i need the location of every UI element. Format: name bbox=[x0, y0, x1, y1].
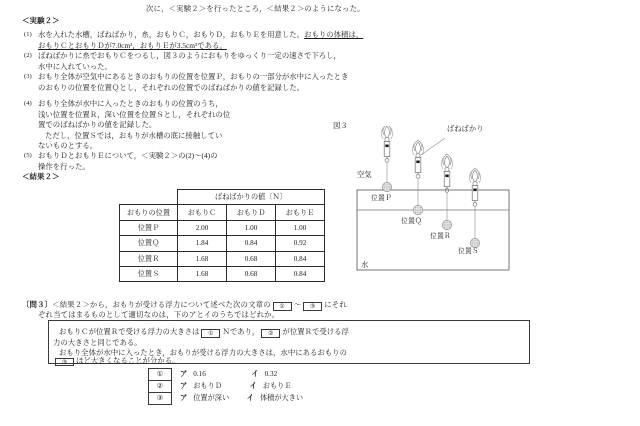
step-2-line-1: ばねばかりに糸でおもりＣをつるし，図３のようにおもりをゆっくり一定の速さで下ろし， bbox=[38, 51, 341, 60]
option-row-2 bbox=[149, 381, 304, 393]
step-4-line-1: おもり全体が水中に入ったときのおもりの位置のうち， bbox=[38, 99, 223, 108]
cell-q-d: 0.84 bbox=[227, 236, 276, 251]
option-value-i-2[interactable]: おもりＥ bbox=[262, 382, 292, 390]
step-number-1: (1) bbox=[24, 31, 32, 38]
question-3-range-sep: ～ bbox=[293, 300, 302, 309]
intro-lead-text: 次に，＜実験２＞を行ったところ，＜結果２＞のようになった。 bbox=[146, 4, 365, 13]
option-mark-a-1: ア bbox=[180, 370, 188, 378]
step-5-line-1: おもりＤとおもりＥについて，＜実験２＞の(2)～(4)の bbox=[38, 151, 218, 160]
option-index-3: ③ bbox=[149, 393, 172, 405]
question-3-heading-line2: ぞれ当てはまるものとして適切なのは，下のアとイのうちではどれか。 bbox=[38, 310, 280, 319]
cell-q-c: 1.84 bbox=[178, 236, 227, 251]
figure-position-s-label: 位置Ｓ bbox=[458, 248, 479, 255]
cell-r-e: 0.84 bbox=[276, 251, 325, 266]
step-4-line-2: 浅い位置を位置Ｒ，深い位置を位置Ｓとし，それぞれの位 bbox=[38, 109, 231, 119]
table-row bbox=[120, 220, 325, 235]
slot-ref-3: ③ bbox=[303, 302, 322, 311]
step-3-line-1: おもり全体が空気中にあるときのおもりの位置を位置Ｐ，おもりの一部分が水中に入ったとき bbox=[38, 72, 349, 81]
cell-p-c: 2.00 bbox=[178, 220, 227, 235]
spring-scale-label: ばねばかり bbox=[447, 125, 484, 133]
option-value-a-2[interactable]: おもりＤ bbox=[193, 382, 222, 390]
statement-slot-1: ① bbox=[201, 329, 220, 338]
row-label-position-q: 位置Ｑ bbox=[120, 236, 178, 251]
statement-line-4 bbox=[53, 355, 179, 367]
step-number-2: (2) bbox=[24, 52, 32, 59]
statement-slot-3: ③ bbox=[55, 358, 74, 367]
option-mark-i-3: イ bbox=[246, 394, 254, 402]
table-row bbox=[120, 266, 325, 281]
option-value-a-1[interactable]: 0.16 bbox=[193, 370, 206, 378]
experiment2-heading: ＜実験２＞ bbox=[22, 16, 60, 25]
row-header-label: おもりの位置 bbox=[120, 205, 178, 220]
slot-ref-1: ① bbox=[273, 302, 292, 311]
statement-box bbox=[48, 320, 530, 364]
figure-position-q-label: 位置Ｑ bbox=[401, 218, 422, 225]
table-header-row-columns bbox=[120, 205, 325, 220]
option-mark-a-2: ア bbox=[180, 382, 188, 390]
table-row bbox=[120, 236, 325, 251]
row-label-position-s: 位置Ｓ bbox=[120, 266, 178, 281]
table-row bbox=[120, 251, 325, 266]
cell-p-d: 1.00 bbox=[227, 220, 276, 235]
option-answers-2 bbox=[172, 381, 304, 393]
step-1-underline-tail: おもりの体積は， bbox=[304, 30, 364, 39]
step-4-line-4: ただし，位置Ｓでは，おもりが水槽の底に接触してい bbox=[45, 130, 223, 140]
option-mark-a-3: ア bbox=[180, 394, 188, 402]
step-1-line-1 bbox=[38, 30, 363, 41]
statement-text-1a: おもりＣが位置Ｒで受ける浮力の大きさは bbox=[59, 327, 200, 336]
option-value-a-3[interactable]: 位置が深い bbox=[193, 394, 230, 402]
step-1-line-2: おもりＣとおもりＤが7.0cm³，おもりＥが3.5cm³である。 bbox=[38, 40, 227, 50]
statement-slot-2: ② bbox=[261, 329, 280, 338]
statement-text-1c: が位置Ｒで受ける浮 bbox=[282, 327, 349, 336]
cell-s-d: 0.68 bbox=[227, 266, 276, 281]
statement-text-1b: Ｎであり， bbox=[222, 327, 260, 336]
cell-q-e: 0.92 bbox=[276, 236, 325, 251]
step-4-line-5: ないものとする。 bbox=[38, 141, 98, 150]
result2-table bbox=[119, 189, 325, 282]
option-mark-i-2: イ bbox=[249, 382, 257, 390]
figure-3-caption: 図３ bbox=[333, 121, 348, 130]
table-corner-cell bbox=[120, 190, 178, 205]
cell-s-e: 0.84 bbox=[276, 266, 325, 281]
figure-position-r-label: 位置Ｒ bbox=[430, 233, 451, 240]
result2-heading: ＜結果２＞ bbox=[22, 172, 60, 181]
option-answers-3 bbox=[172, 393, 304, 405]
option-mark-i-1: イ bbox=[251, 370, 259, 378]
option-index-1: ① bbox=[149, 369, 172, 381]
step-4-line-3: 置でのばねばかりの値を記録した。 bbox=[38, 120, 157, 129]
option-row-3 bbox=[149, 393, 304, 405]
statement-line-2: 力の大きさと同じである。 bbox=[53, 337, 142, 347]
option-row-1 bbox=[149, 369, 304, 381]
option-value-i-1[interactable]: 0.32 bbox=[264, 370, 278, 378]
column-header-weight-d: おもりＤ bbox=[227, 205, 276, 220]
option-answers-1 bbox=[172, 369, 304, 381]
air-region-label: 空気 bbox=[357, 171, 372, 179]
cell-p-e: 1.00 bbox=[276, 220, 325, 235]
statement-text-4b: ほど大きくなることが分かる。 bbox=[76, 355, 180, 365]
spring-value-span-header: ばねばかりの値〔Ｎ〕 bbox=[178, 190, 325, 205]
row-label-position-r: 位置Ｒ bbox=[120, 251, 178, 266]
option-index-2: ② bbox=[149, 381, 172, 393]
step-number-4: (4) bbox=[24, 100, 32, 107]
question-3-head-text: ＜結果２＞から，おもりが受ける浮力について述べた次の文章の bbox=[52, 300, 271, 309]
figure-3 bbox=[333, 120, 633, 295]
answer-options-table bbox=[148, 368, 304, 405]
question-3-heading bbox=[22, 300, 347, 311]
cell-r-c: 1.68 bbox=[178, 251, 227, 266]
step-number-5: (5) bbox=[24, 152, 32, 159]
step-3-line-2: のおもりの位置を位置Ｑとし，それぞれの位置でのばねばかりの値を記録した。 bbox=[38, 82, 305, 92]
step-2-line-2: 水中に入れていった。 bbox=[38, 61, 112, 71]
water-region-label: 水 bbox=[361, 261, 369, 269]
column-header-weight-c: おもりＣ bbox=[178, 205, 227, 220]
figure-3-diagram bbox=[333, 126, 633, 294]
question-3-tag: 〔問３〕 bbox=[22, 300, 53, 309]
step-1-text-a: 水を入れた水槽，ばねばかり，糸，おもりＣ，おもりＤ，おもりＥを用意した。 bbox=[38, 30, 305, 39]
statement-line-3: おもり全体が水中に入ったとき，おもりが受ける浮力の大きさは，水中にあるおもりの bbox=[59, 348, 347, 357]
question-3-head-tail: にそれ bbox=[324, 300, 347, 309]
option-value-i-3[interactable]: 体積が大きい bbox=[259, 394, 304, 402]
table-header-row-span bbox=[120, 190, 325, 205]
row-label-position-p: 位置Ｐ bbox=[120, 220, 178, 235]
column-header-weight-e: おもりＥ bbox=[276, 205, 325, 220]
cell-s-c: 1.68 bbox=[178, 266, 227, 281]
step-number-3: (3) bbox=[24, 73, 32, 80]
figure-position-p-label: 位置Ｐ bbox=[371, 195, 392, 202]
step-5-line-2: 操作を行った。 bbox=[38, 161, 90, 171]
cell-r-d: 0.68 bbox=[227, 251, 276, 266]
